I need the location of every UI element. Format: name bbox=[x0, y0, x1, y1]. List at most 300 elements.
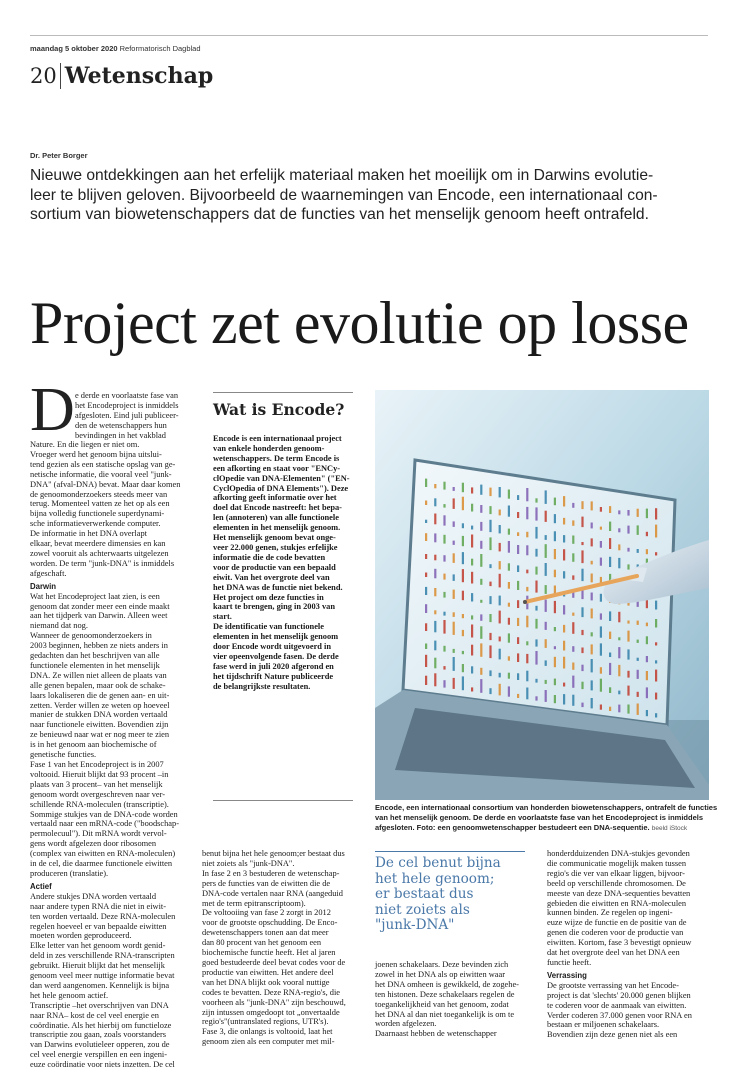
dna-bar bbox=[453, 649, 455, 653]
dna-bar bbox=[526, 570, 528, 574]
dna-bar bbox=[545, 660, 547, 666]
text-line: honderdduizenden DNA-stukjes gevonden bbox=[547, 849, 690, 858]
text-line: voor de grootste opschudding. De Enco- bbox=[202, 918, 338, 928]
dna-bar bbox=[591, 501, 593, 510]
dna-bar bbox=[655, 508, 657, 519]
dna-bar bbox=[471, 526, 473, 530]
text-line: veer 22.000 genen, stukjes erfelijke bbox=[213, 542, 338, 552]
text-line: Bovendien zijn deze genen niet als een bbox=[547, 1030, 678, 1040]
text-line: niet zoiets als "junk-DNA". bbox=[202, 858, 295, 868]
text-line: afgesloten. Eind juli publiceer- bbox=[75, 410, 179, 420]
dna-bar bbox=[572, 613, 574, 616]
text-line: CyclOpedia of DNA Elements"). Deze bbox=[213, 483, 349, 493]
dna-bar bbox=[535, 651, 537, 665]
dna-bar bbox=[471, 625, 473, 638]
dna-bar bbox=[581, 501, 583, 509]
text-line: genen die coderen voor de productie van bbox=[547, 928, 684, 938]
dna-bar bbox=[554, 679, 556, 686]
text-line: produceren (translatie). bbox=[30, 868, 109, 878]
dna-bar bbox=[508, 633, 510, 642]
dna-bar bbox=[489, 645, 491, 658]
dna-bar bbox=[655, 642, 657, 645]
text-line: het DNA al dan niet toegankelijk is om te bbox=[375, 1009, 515, 1019]
text-line: deld in zes verschillende RNA-transcripten bbox=[30, 951, 175, 961]
text-line: genoom dat zonder meer een einde maakt bbox=[30, 601, 170, 611]
dna-bar bbox=[609, 611, 611, 621]
text-line: kaart te brengen, ging in 2003 van bbox=[213, 602, 335, 612]
dna-bar bbox=[627, 621, 629, 624]
dna-bar bbox=[462, 664, 464, 672]
dna-bar bbox=[453, 590, 455, 599]
text-line: alle genen bepalen, maar ook de schake- bbox=[30, 680, 166, 690]
dna-bar bbox=[535, 581, 537, 593]
dna-bar bbox=[443, 574, 445, 580]
dna-bar bbox=[637, 525, 639, 535]
text-line: gebieden die eiwitten en RNA-moleculen bbox=[547, 898, 687, 908]
dna-bar bbox=[517, 673, 519, 680]
dna-bar bbox=[600, 643, 602, 655]
intro bbox=[30, 166, 720, 225]
dna-bar bbox=[499, 510, 501, 516]
text-line: afkorting geeft informatie over het bbox=[213, 493, 337, 503]
text-line: productie van eiwitten. Het andere deel bbox=[202, 967, 334, 977]
dna-bar bbox=[618, 705, 620, 713]
dna-bar bbox=[499, 649, 501, 660]
text-line: voltooid. Hieruit blijkt dat 93 procent –in bbox=[30, 769, 169, 779]
text-line: genetische functies. bbox=[30, 750, 97, 760]
intro-line: sortium van biowetenschappers dat de functies van het menselijk genoom heeft ontrafeld. bbox=[30, 206, 649, 223]
text-line: bevindingen in het vakblad bbox=[75, 430, 166, 440]
dna-bar bbox=[434, 498, 436, 506]
text-line: een afkorting en staat voor "ENCy- bbox=[213, 463, 341, 473]
dna-bar bbox=[591, 523, 593, 529]
dna-bar bbox=[563, 641, 565, 651]
dna-bar bbox=[618, 612, 620, 623]
dna-bar bbox=[434, 641, 436, 651]
dna-bar bbox=[572, 575, 574, 579]
dna-bar bbox=[499, 487, 501, 497]
dna-bar bbox=[499, 543, 501, 552]
dna-bar bbox=[434, 533, 436, 542]
dna-bar bbox=[646, 532, 648, 536]
text-line: met de term epitranscriptoom). bbox=[202, 898, 306, 908]
dna-bar bbox=[499, 673, 501, 678]
text-line: dan 80 procent van het genoom een bbox=[202, 938, 322, 948]
text-line: start. bbox=[213, 612, 232, 622]
text-line: moeten worden geproduceerd. bbox=[30, 931, 132, 941]
dna-bar bbox=[517, 618, 519, 626]
dna-bar bbox=[618, 528, 620, 532]
dna-bar bbox=[591, 680, 593, 690]
text-line: Fase 3, die onlangs is voltooid, laat het bbox=[202, 1027, 333, 1037]
text-line: in de cel, die daarmee functionele eiwitten bbox=[30, 859, 173, 869]
dna-bar bbox=[581, 665, 583, 671]
dna-bar bbox=[425, 533, 427, 541]
dna-bar bbox=[443, 535, 445, 544]
dna-bar bbox=[655, 619, 657, 628]
dna-bar bbox=[618, 558, 620, 568]
dna-bar bbox=[581, 703, 583, 708]
dna-bar bbox=[480, 522, 482, 531]
dna-bar bbox=[526, 587, 528, 591]
top-rule bbox=[30, 35, 708, 36]
dna-bar bbox=[471, 504, 473, 512]
dna-bar bbox=[508, 529, 510, 535]
photo-caption bbox=[375, 803, 718, 834]
dna-bar bbox=[499, 596, 501, 606]
dna-bar bbox=[425, 520, 427, 523]
dna-bar bbox=[480, 643, 482, 656]
dna-bar bbox=[563, 535, 565, 542]
dna-bar bbox=[434, 673, 436, 686]
text-line: die communicatie mogelijk maken tussen bbox=[547, 858, 687, 868]
dna-bar bbox=[443, 646, 445, 652]
dna-bar bbox=[462, 497, 464, 511]
dna-bar bbox=[508, 618, 510, 625]
dna-bar bbox=[554, 627, 556, 631]
dna-bar bbox=[489, 633, 491, 640]
text-line: sche informatieverwerkende computer. bbox=[30, 519, 161, 529]
dna-bar bbox=[508, 541, 510, 553]
text-line: regelen hoeveel er van bepaalde eiwitten bbox=[30, 921, 167, 931]
dna-bar bbox=[489, 582, 491, 587]
dna-bar bbox=[646, 687, 648, 698]
dna-bar bbox=[508, 656, 510, 660]
text-line: DNA-code vertalen naar RNA (aangeduid bbox=[202, 888, 343, 898]
text-line: meeste van deze DNA-sequenties bevatten bbox=[547, 888, 691, 898]
dna-bar bbox=[425, 676, 427, 685]
text-line: DNA. Ze willen niet alleen de plaats van bbox=[30, 670, 167, 680]
dna-bar bbox=[499, 525, 501, 533]
text-line: Het project om deze functies in bbox=[213, 592, 324, 602]
dna-bar bbox=[627, 705, 629, 714]
text-line: functie heeft. bbox=[547, 957, 592, 967]
dna-bar bbox=[453, 678, 455, 689]
dna-bar bbox=[517, 600, 519, 608]
laptop-dna-image bbox=[375, 390, 709, 800]
text-line: De informatie in het DNA overlapt bbox=[30, 529, 147, 539]
text-line: van enkele honderden genoom- bbox=[213, 443, 325, 453]
text-line: terug. Momenteel vatten ze het op als een bbox=[30, 499, 170, 509]
dna-bar bbox=[535, 567, 537, 575]
text-line: ten histonen. Deze schakelaars regelen de bbox=[375, 989, 515, 999]
text-line: elementen in het menselijk genoom bbox=[213, 632, 339, 642]
text-line: elementen in het menselijk genoom. bbox=[213, 523, 341, 533]
text-line: Transcriptie –het overschrijven van DNA bbox=[30, 1000, 169, 1010]
text-line: voorheen als "junk-DNA" zijn beschouwd, bbox=[202, 997, 346, 1007]
dateline bbox=[30, 44, 201, 53]
dna-bar bbox=[425, 573, 427, 578]
text-line: schillende RNA-moleculen (transcriptie). bbox=[30, 799, 169, 809]
dna-bar bbox=[646, 636, 648, 644]
text-line: niemand dat nog. bbox=[30, 621, 88, 631]
dna-bar bbox=[637, 549, 639, 553]
dna-bar bbox=[480, 626, 482, 639]
subheading: Actief bbox=[30, 881, 52, 891]
text-line: fase werd in juli 2020 afgerond en bbox=[213, 661, 334, 671]
dna-bar bbox=[600, 558, 602, 566]
dna-bar bbox=[462, 569, 464, 582]
text-line: genoom veel meer nuttige informatie bevat bbox=[30, 971, 175, 981]
dna-bar bbox=[600, 613, 602, 619]
dna-bar bbox=[609, 557, 611, 567]
dna-bar bbox=[453, 487, 455, 491]
dna-bar bbox=[471, 535, 473, 548]
dna-bar bbox=[581, 630, 583, 635]
text-line: gebruikt. Hieruit blijkt dat het menselijk bbox=[30, 961, 165, 971]
dna-bar bbox=[572, 536, 574, 544]
dna-bar bbox=[443, 666, 445, 670]
dna-bar bbox=[581, 542, 583, 545]
dna-bar bbox=[591, 632, 593, 636]
dna-bar bbox=[489, 520, 491, 532]
dna-bar bbox=[471, 615, 473, 619]
dna-bar bbox=[499, 684, 501, 696]
dna-bar bbox=[581, 550, 583, 563]
dna-bar bbox=[462, 536, 464, 546]
dna-bar bbox=[572, 646, 574, 652]
text-line: codes te bevatten. Deze RNA-regio's, die bbox=[202, 987, 341, 997]
dna-bar bbox=[545, 680, 547, 684]
text-line: De grootste verrassing van het Encode- bbox=[547, 980, 679, 990]
dna-bar bbox=[453, 622, 455, 635]
pullquote-line: niet zoiets als bbox=[375, 901, 470, 918]
text-line: In fase 2 en 3 bestuderen de wetenschap- bbox=[202, 868, 340, 878]
dna-bar bbox=[517, 653, 519, 662]
article-photo bbox=[375, 390, 709, 800]
article-column-1 bbox=[30, 440, 180, 1068]
dna-bar bbox=[508, 673, 510, 679]
dna-bar bbox=[545, 585, 547, 594]
dna-bar bbox=[572, 695, 574, 706]
dna-bar bbox=[609, 707, 611, 711]
intro-line: leer te blijven geloven. Bijvoorbeeld de waarnemingen van Encode, een internationaal con- bbox=[30, 186, 658, 204]
text-line: biochemische functie heeft. Het al jaren bbox=[202, 948, 336, 958]
headline: Project zet evolutie op losse bbox=[30, 290, 689, 356]
dna-bar bbox=[600, 679, 602, 692]
dna-bar bbox=[600, 594, 602, 602]
dna-bar bbox=[471, 593, 473, 601]
pullquote bbox=[375, 856, 525, 934]
pullquote-line: het hele genoom; bbox=[375, 870, 495, 887]
dna-bar bbox=[526, 488, 528, 501]
text-line: Elke letter van het genoom wordt genid- bbox=[30, 941, 166, 951]
dna-bar bbox=[618, 691, 620, 695]
text-line: het hele genoom actief. bbox=[30, 990, 109, 1000]
text-line: regio's die ver van elkaar liggen, bijvoor- bbox=[547, 868, 685, 878]
dna-bar bbox=[535, 498, 537, 502]
dna-bar bbox=[526, 688, 528, 700]
dna-bar bbox=[508, 603, 510, 607]
text-line: naar functionele eiwitten. Bovendien zijn bbox=[30, 720, 169, 730]
dna-bar bbox=[489, 506, 491, 514]
dna-bar bbox=[535, 619, 537, 629]
text-line: afgeschaft. bbox=[30, 568, 67, 578]
text-line: laars lokaliseren die de genen aan- en uit- bbox=[30, 690, 170, 700]
dna-bar bbox=[517, 512, 519, 518]
text-line: tend gezien als een statische opslag van ge- bbox=[30, 459, 176, 469]
dna-bar bbox=[655, 693, 657, 700]
dna-bar bbox=[554, 646, 556, 649]
dna-bar bbox=[609, 522, 611, 531]
dna-bar bbox=[563, 496, 565, 506]
dna-bar bbox=[453, 612, 455, 617]
dna-bar bbox=[517, 565, 519, 572]
dna-bar bbox=[471, 666, 473, 673]
text-line: de belangrijkste resultaten. bbox=[213, 681, 311, 691]
dna-bar bbox=[563, 605, 565, 614]
dna-bar bbox=[462, 483, 464, 493]
dna-bar bbox=[563, 683, 565, 687]
dna-bar bbox=[526, 545, 528, 555]
infobox-top-rule bbox=[213, 392, 353, 393]
dna-bar bbox=[462, 552, 464, 564]
dna-bar bbox=[545, 544, 547, 558]
dna-bar bbox=[535, 549, 537, 557]
dna-bar bbox=[545, 535, 547, 540]
dna-bar bbox=[489, 688, 491, 694]
subheading: Verrassing bbox=[547, 970, 587, 980]
photo-credit: beeld iStock bbox=[651, 825, 688, 832]
section-name: Wetenschap bbox=[64, 63, 214, 89]
dna-bar bbox=[600, 527, 602, 530]
dna-bar bbox=[499, 637, 501, 642]
dna-bar bbox=[655, 660, 657, 663]
dna-bar bbox=[517, 545, 519, 554]
dna-bar bbox=[545, 639, 547, 648]
dna-bar bbox=[480, 679, 482, 693]
text-line: benut bijna het hele genoom;er bestaat dus bbox=[202, 849, 345, 858]
dna-bar bbox=[489, 614, 491, 622]
dna-bar bbox=[425, 587, 427, 595]
dna-bar bbox=[581, 648, 583, 654]
article-column-2 bbox=[202, 849, 346, 1047]
text-line: worden. De term "junk-DNA" is inmiddels bbox=[30, 558, 175, 568]
text-line: van het DNA blijkt ook vooral nuttige bbox=[202, 977, 330, 987]
text-line: zowel in het DNA als op eiwitten waar bbox=[375, 969, 506, 979]
text-line: den de wetenschappers hun bbox=[75, 420, 167, 430]
infobox-text bbox=[213, 434, 350, 692]
text-line: bestaan er miljoenen schakelaars. bbox=[547, 1020, 660, 1030]
caption-line: afgesloten. Foto: een genoomwetenschapper bestudeert een DNA-sequentie. beeld iStock bbox=[375, 823, 688, 832]
section-divider bbox=[60, 63, 61, 89]
dna-bar bbox=[609, 663, 611, 675]
dna-bar bbox=[554, 695, 556, 703]
dna-bar bbox=[572, 503, 574, 508]
text-line: worden afgelezen. bbox=[375, 1019, 437, 1029]
text-line: Verder coderen 37.000 genen voor RNA en bbox=[547, 1010, 692, 1020]
dna-bar bbox=[535, 606, 537, 611]
text-line: transcriptie zou gaan, zoals voorstanders bbox=[30, 1030, 167, 1040]
dna-bar bbox=[471, 687, 473, 691]
dna-bar bbox=[646, 549, 648, 554]
text-line: het DNA was de functie niet bekend. bbox=[213, 582, 343, 592]
dna-bar bbox=[526, 641, 528, 645]
dna-bar bbox=[508, 506, 510, 517]
dna-bar bbox=[572, 622, 574, 634]
text-line: zowel vooruit als achterwaarts uitgelezen bbox=[30, 548, 169, 558]
text-line: len (annoteren) van alle functionele bbox=[213, 513, 339, 523]
dna-bar bbox=[425, 501, 427, 506]
text-line: dewetenschappers tonen aan dat meer bbox=[202, 928, 329, 938]
dna-bar bbox=[489, 596, 491, 604]
text-line: euze coördinatie voor niets inzetten. De cel bbox=[30, 1060, 175, 1068]
dna-bar bbox=[600, 705, 602, 710]
dna-bar bbox=[535, 696, 537, 700]
text-line: zijn intussen omgedoopt tot „onvertaalde bbox=[202, 1007, 340, 1017]
dna-bar bbox=[425, 644, 427, 650]
dna-bar bbox=[462, 614, 464, 618]
dna-bar bbox=[434, 569, 436, 579]
text-line: Nature. En die liegen er niet om. bbox=[30, 440, 140, 449]
text-line: (complex van eiwitten en RNA-moleculen) bbox=[30, 849, 176, 859]
paper-name: Reformatorisch Dagblad bbox=[119, 44, 201, 53]
dna-bar bbox=[637, 704, 639, 715]
dna-bar bbox=[600, 626, 602, 637]
dna-bar bbox=[499, 611, 501, 624]
text-line: ten worden vertaald. Deze RNA-moleculen bbox=[30, 911, 176, 921]
dna-bar bbox=[453, 553, 455, 563]
dna-bar bbox=[545, 600, 547, 612]
dna-bar bbox=[572, 663, 574, 670]
dna-bar bbox=[471, 559, 473, 566]
text-line: Encode is een internationaal project bbox=[213, 434, 342, 443]
text-line: vertaald naar een mRNA-code ("boodschap- bbox=[30, 819, 179, 829]
dna-bar bbox=[517, 495, 519, 500]
intro-line: Nieuwe ontdekkingen aan het erfelijk materiaal maken het moeilijk om in Darwins evolutie- bbox=[30, 167, 654, 184]
dna-bar bbox=[517, 581, 519, 590]
text-line: Daarnaast hebben de wetenschapper bbox=[375, 1029, 497, 1039]
dna-bar bbox=[646, 509, 648, 519]
text-line: Het menselijk genoom bevat onge- bbox=[213, 533, 336, 543]
text-line: naar RNA– kost de cel veel energie en bbox=[30, 1010, 159, 1020]
text-line: joenen schakelaars. Deze bevinden zich bbox=[375, 960, 509, 969]
dna-bar bbox=[600, 507, 602, 512]
dna-bar bbox=[425, 479, 427, 487]
text-line: het Encodeproject is inmiddels bbox=[75, 400, 179, 410]
dna-bar bbox=[627, 686, 629, 696]
text-line: Wanneer de genoomonderzoekers in bbox=[30, 631, 152, 641]
text-line: goed bestudeerde deel bevat codes voor de bbox=[202, 957, 346, 967]
text-line: Fase 1 van het Encodeproject is in 2007 bbox=[30, 760, 164, 769]
dna-bar bbox=[572, 676, 574, 688]
dna-bar bbox=[453, 541, 455, 545]
dna-bar bbox=[591, 593, 593, 601]
dna-bar bbox=[434, 621, 436, 632]
text-line: 2003 beginnen, hebben ze niets anders in bbox=[30, 641, 168, 651]
dna-bar bbox=[618, 637, 620, 640]
text-line: aan het tijdperk van Darwin. Alleen weet bbox=[30, 611, 168, 621]
dna-bar bbox=[425, 604, 427, 613]
dna-bar bbox=[480, 600, 482, 603]
dna-bar bbox=[443, 482, 445, 490]
dna-bar bbox=[637, 658, 639, 661]
dna-bar bbox=[453, 574, 455, 581]
text-line: functionele elementen in het menselijk bbox=[30, 660, 160, 670]
dna-bar bbox=[526, 654, 528, 663]
dna-bar bbox=[545, 690, 547, 702]
text-line: zetten. Verder willen ze weten op hoeveel bbox=[30, 700, 170, 710]
dna-bar bbox=[646, 656, 648, 662]
dna-bar bbox=[425, 554, 427, 559]
text-line: permolecuul"). Dit mRNA wordt vervol- bbox=[30, 829, 167, 839]
dna-bar bbox=[489, 564, 491, 568]
dna-bar bbox=[591, 644, 593, 654]
dna-bar bbox=[563, 694, 565, 704]
dna-bar bbox=[443, 515, 445, 525]
dna-bar bbox=[480, 579, 482, 585]
pullquote-top-rule bbox=[375, 851, 525, 852]
